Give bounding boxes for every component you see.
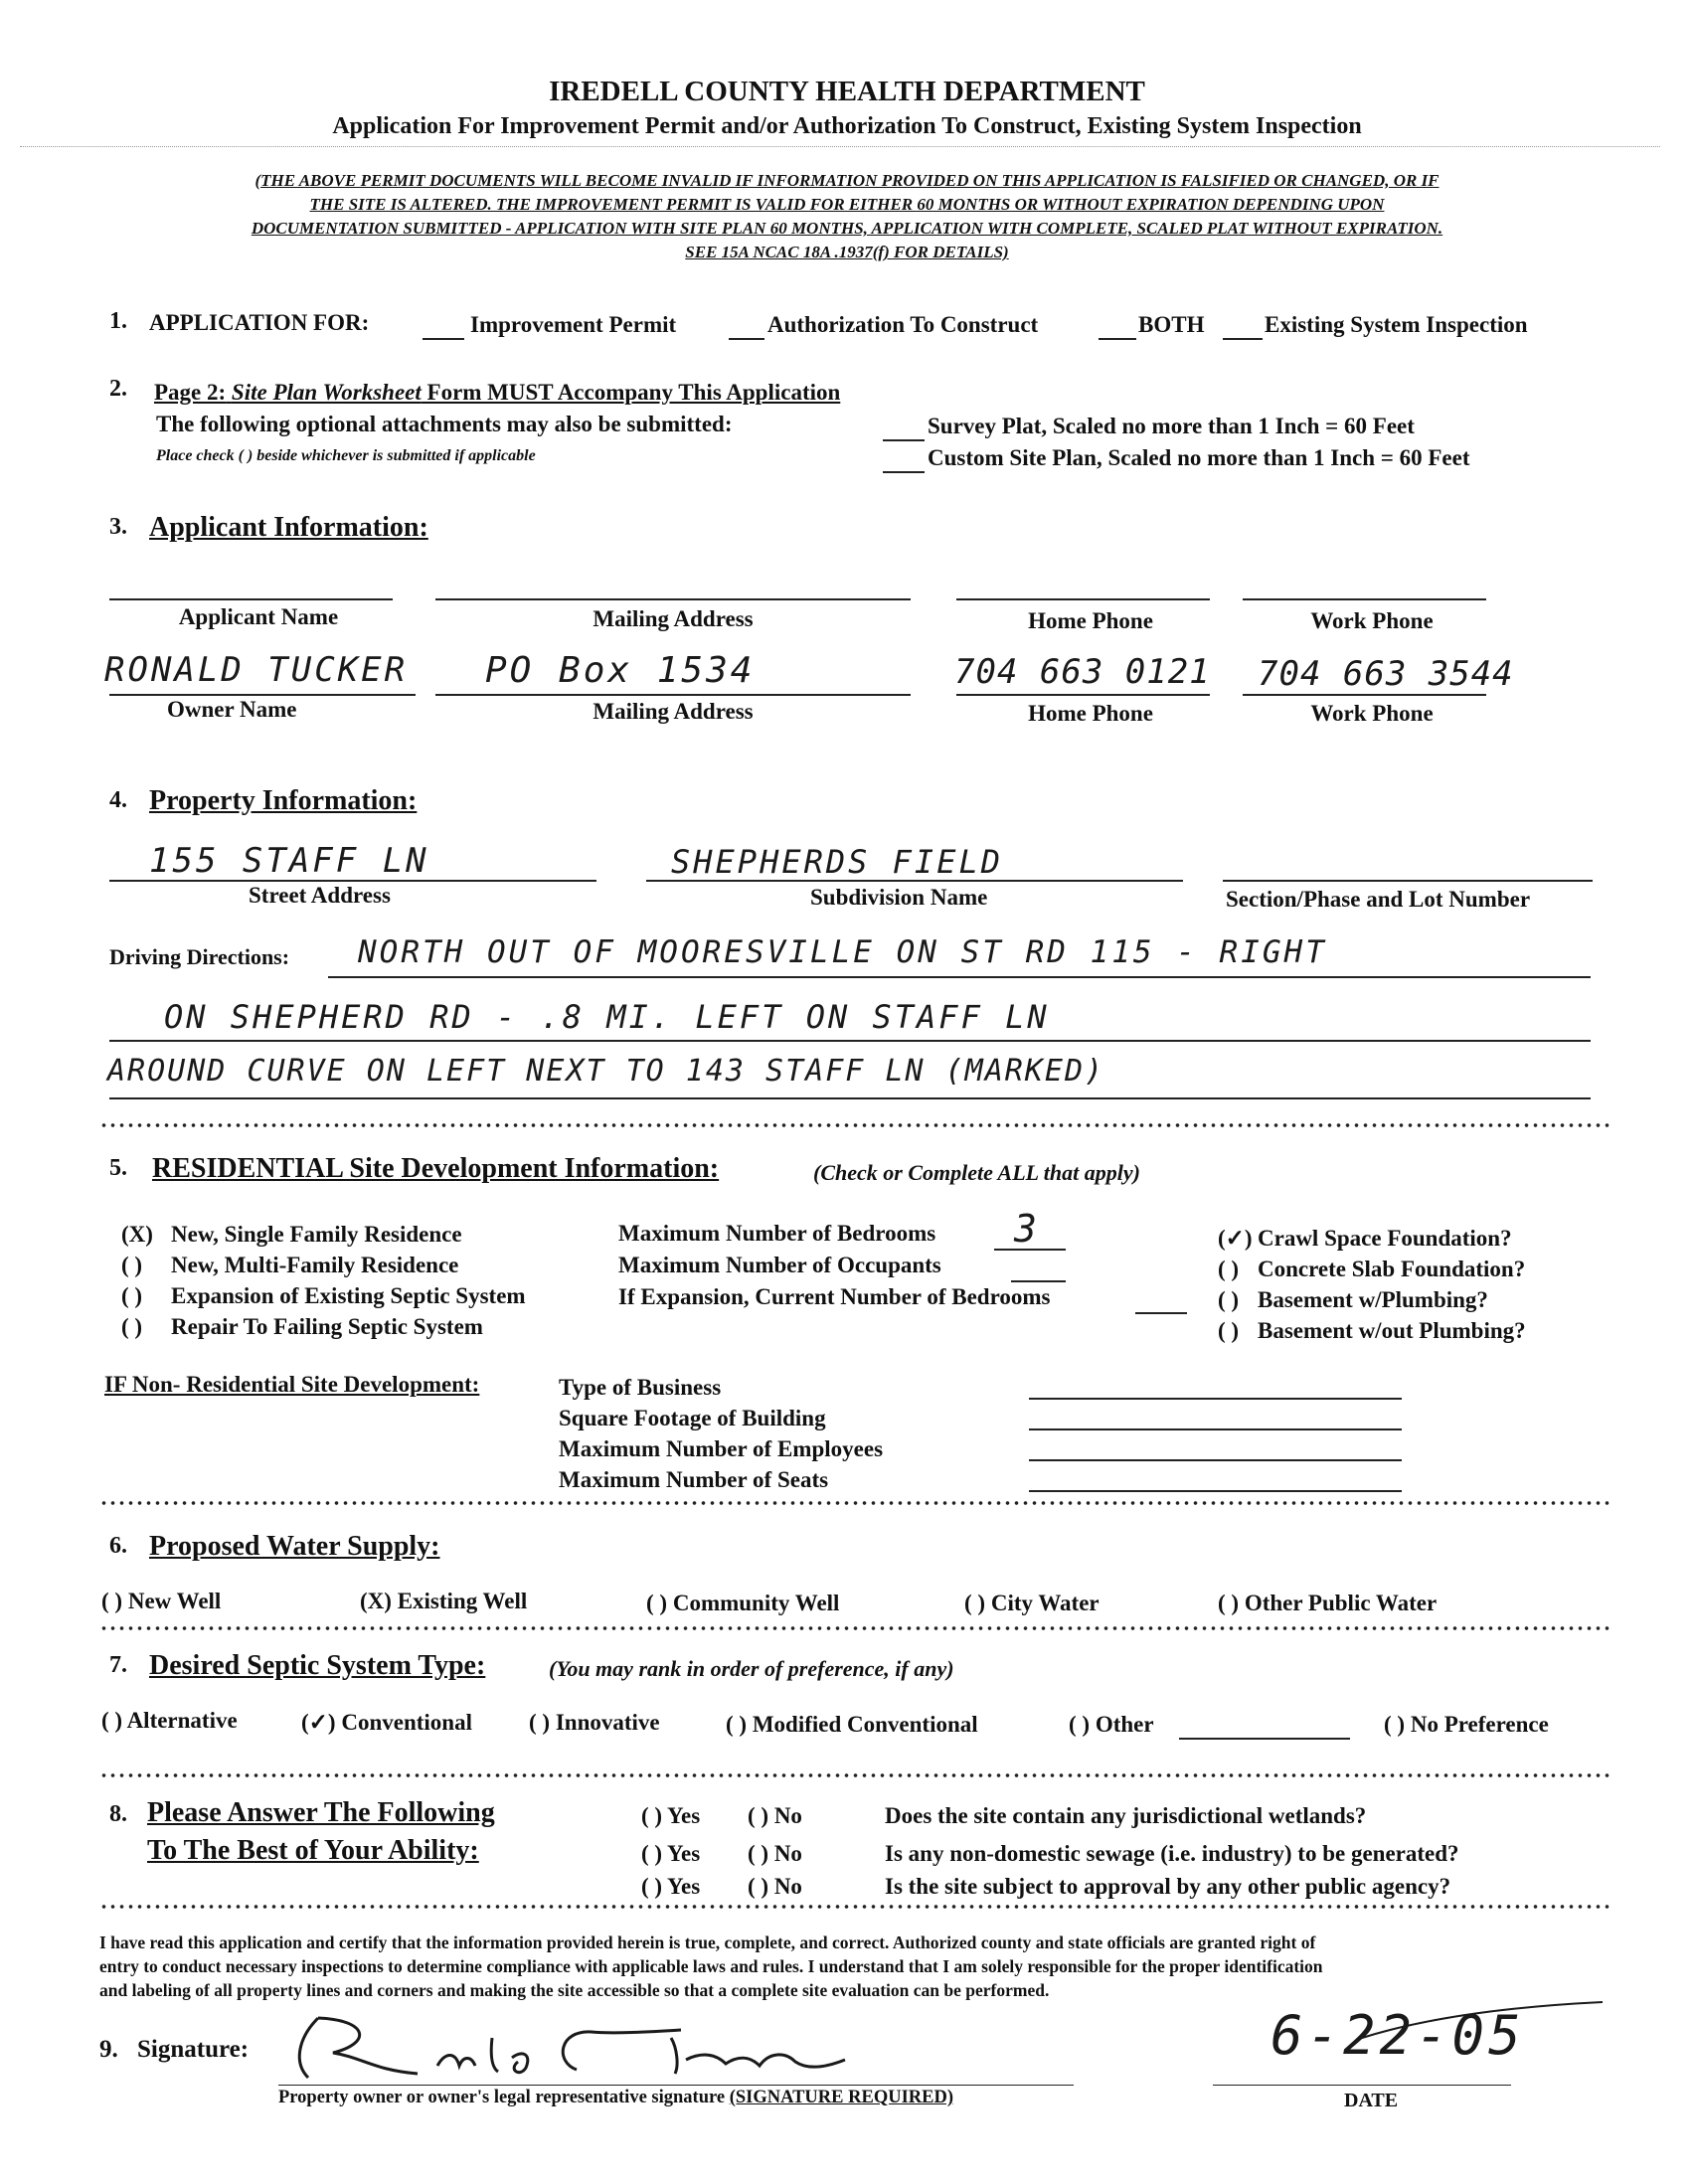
residential-title: RESIDENTIAL Site Development Information:: [152, 1153, 720, 1184]
place-check-note: Place check ( ) beside whichever is submitted if applicable: [156, 447, 536, 464]
home-phone-line[interactable]: [956, 598, 1210, 600]
survey-plat-check[interactable]: [883, 439, 925, 441]
custom-site-plan-check[interactable]: [883, 471, 925, 473]
existing-inspection-check[interactable]: [1223, 338, 1263, 340]
basement-plumbing-option[interactable]: ( ) Basement w/Plumbing?: [1218, 1287, 1488, 1312]
department-title: IREDELL COUNTY HEALTH DEPARTMENT: [549, 76, 1145, 107]
square-footage-label: Square Footage of Building: [559, 1406, 826, 1430]
notice-line-4: SEE 15A NCAC 18A .1937(f) FOR DETAILS): [685, 243, 1009, 261]
directions-line-1[interactable]: NORTH OUT OF MOORESVILLE ON ST RD 115 - RIGHT: [358, 934, 1327, 970]
section-6-number: 6.: [109, 1533, 127, 1559]
directions-line-2[interactable]: ON SHEPHERD RD - .8 MI. LEFT ON STAFF LN: [164, 998, 1050, 1036]
directions-underline-1: [328, 976, 1591, 978]
divider-stars-3: [99, 1624, 1610, 1632]
certification-line-3: and labeling of all property lines and corners and making the site accessible so that a complete site evaluation can be performed.: [99, 1980, 1050, 2000]
signature-line: [278, 2085, 1074, 2086]
new-well-option[interactable]: ( ) New Well: [101, 1589, 222, 1613]
residential-note: (Check or Complete ALL that apply): [813, 1160, 1140, 1185]
max-bedrooms-label: Maximum Number of Bedrooms: [618, 1221, 936, 1246]
max-bedrooms-value[interactable]: 3: [1014, 1207, 1040, 1251]
innovative-option[interactable]: ( ) Innovative: [529, 1710, 660, 1735]
application-for-label: APPLICATION FOR:: [149, 310, 370, 335]
notice-line-3: DOCUMENTATION SUBMITTED - APPLICATION WITH SITE PLAN 60 MONTHS, APPLICATION WITH COMPLETE, SCALED PLAT WITHOUT EXPIRATION.: [251, 219, 1443, 238]
notice-line-2: THE SITE IS ALTERED. THE IMPROVEMENT PERMIT IS VALID FOR EITHER 60 MONTHS OR WITHOUT EXPIRATION DEPENDING UPON: [309, 195, 1385, 214]
water-supply-title: Proposed Water Supply:: [149, 1531, 440, 1562]
q1-no-option[interactable]: ( ) No: [748, 1803, 802, 1828]
section-1-number: 1.: [109, 308, 127, 334]
expansion-bedrooms-line[interactable]: [1135, 1312, 1187, 1314]
improvement-permit-check[interactable]: [423, 338, 464, 340]
new-multi-family-option[interactable]: ( ) New, Multi-Family Residence: [121, 1253, 459, 1277]
directions-line-3[interactable]: AROUND CURVE ON LEFT NEXT TO 143 STAFF LN (MARKED): [107, 1054, 1105, 1089]
subdivision-label: Subdivision Name: [810, 885, 988, 910]
owner-mailing-line: [435, 694, 911, 696]
section-7-number: 7.: [109, 1652, 127, 1678]
concrete-slab-option[interactable]: ( ) Concrete Slab Foundation?: [1218, 1257, 1526, 1281]
work-phone-line[interactable]: [1243, 598, 1486, 600]
owner-mailing-value[interactable]: PO Box 1534: [485, 650, 756, 691]
property-info-title: Property Information:: [149, 785, 418, 816]
expansion-bedrooms-label: If Expansion, Current Number of Bedrooms: [618, 1284, 1051, 1309]
form-subtitle: Application For Improvement Permit and/or Authorization To Construct, Existing System Inspection: [332, 113, 1362, 139]
owner-name-line: [109, 694, 416, 696]
date-line: [1213, 2085, 1511, 2086]
signature-label: Signature:: [137, 2036, 250, 2063]
improvement-permit-label: Improvement Permit: [470, 312, 677, 337]
city-water-option[interactable]: ( ) City Water: [964, 1591, 1100, 1615]
header-divider: [20, 146, 1660, 147]
public-agency-question: Is the site subject to approval by any other public agency?: [885, 1874, 1451, 1899]
section-2-number: 2.: [109, 376, 127, 402]
owner-home-phone-value[interactable]: 704 663 0121: [954, 652, 1211, 692]
modified-conventional-option[interactable]: ( ) Modified Conventional: [726, 1712, 978, 1737]
section-4-number: 4.: [109, 787, 127, 813]
street-address-label: Street Address: [249, 883, 391, 908]
street-address-line: [109, 880, 596, 882]
q2-no-option[interactable]: ( ) No: [748, 1841, 802, 1866]
section-5-number: 5.: [109, 1155, 127, 1181]
type-of-business-label: Type of Business: [559, 1375, 722, 1400]
signature-required-note: (SIGNATURE REQUIRED): [729, 2088, 953, 2107]
septic-type-note: (You may rank in order of preference, if any): [549, 1656, 954, 1681]
owner-home-phone-label: Home Phone: [1028, 701, 1153, 726]
survey-plat-label: Survey Plat, Scaled no more than 1 Inch = 60 Feet: [928, 414, 1415, 438]
home-phone-label: Home Phone: [1028, 608, 1153, 633]
divider-stars-5: [99, 1903, 1610, 1911]
authorization-label: Authorization To Construct: [767, 312, 1039, 337]
max-occupants-line[interactable]: [1011, 1280, 1066, 1282]
signature-date-value[interactable]: 6-22-05: [1270, 2004, 1525, 2067]
directions-underline-2: [109, 1040, 1591, 1042]
divider-stars-4: [99, 1771, 1610, 1779]
section-lot-label: Section/Phase and Lot Number: [1226, 887, 1531, 912]
owner-signature-drawing[interactable]: [278, 2008, 915, 2090]
max-bedrooms-line: [994, 1249, 1066, 1251]
existing-well-option[interactable]: (X) Existing Well: [360, 1589, 528, 1613]
street-address-value[interactable]: 155 STAFF LN: [149, 841, 429, 881]
owner-work-phone-value[interactable]: 704 663 3544: [1258, 654, 1514, 694]
max-employees-line[interactable]: [1029, 1459, 1402, 1461]
mailing-address-line[interactable]: [435, 598, 911, 600]
q1-yes-option[interactable]: ( ) Yes: [641, 1803, 701, 1828]
divider-stars-2: [99, 1499, 1610, 1507]
authorization-check[interactable]: [729, 338, 764, 340]
other-public-water-option[interactable]: ( ) Other Public Water: [1218, 1591, 1438, 1615]
optional-attachments-text: The following optional attachments may also be submitted:: [156, 412, 733, 436]
no-preference-option[interactable]: ( ) No Preference: [1384, 1712, 1549, 1737]
septic-type-title: Desired Septic System Type:: [149, 1650, 486, 1681]
new-single-family-option[interactable]: (X) New, Single Family Residence: [121, 1222, 462, 1247]
max-occupants-label: Maximum Number of Occupants: [618, 1253, 941, 1277]
q2-yes-option[interactable]: ( ) Yes: [641, 1841, 701, 1866]
sewage-question: Is any non-domestic sewage (i.e. industry) to be generated?: [885, 1841, 1459, 1866]
other-septic-line[interactable]: [1179, 1738, 1350, 1740]
section-lot-line[interactable]: [1223, 880, 1593, 882]
subdivision-value[interactable]: SHEPHERDS FIELD: [671, 843, 1003, 881]
max-seats-label: Maximum Number of Seats: [559, 1467, 829, 1492]
max-employees-label: Maximum Number of Employees: [559, 1436, 884, 1461]
alternative-option[interactable]: ( ) Alternative: [101, 1708, 238, 1733]
existing-inspection-label: Existing System Inspection: [1265, 312, 1528, 337]
date-flourish-drawing: [1352, 1998, 1610, 2048]
section-9-number: 9.: [99, 2036, 118, 2063]
owner-mailing-label: Mailing Address: [593, 699, 754, 724]
mailing-address-label: Mailing Address: [593, 606, 754, 631]
owner-work-phone-line: [1243, 694, 1486, 696]
certification-line-2: entry to conduct necessary inspections to determine compliance with applicable laws and rules. I understand that I am solely responsible for the proper identification: [99, 1956, 1323, 1976]
owner-name-value[interactable]: RONALD TUCKER: [104, 650, 409, 690]
both-check[interactable]: [1099, 338, 1136, 340]
custom-site-plan-label: Custom Site Plan, Scaled no more than 1 Inch = 60 Feet: [928, 445, 1470, 470]
date-label: DATE: [1344, 2090, 1399, 2111]
conventional-option[interactable]: (✓) Conventional: [301, 1710, 472, 1735]
subdivision-line: [646, 880, 1183, 882]
community-well-option[interactable]: ( ) Community Well: [646, 1591, 840, 1615]
square-footage-line[interactable]: [1029, 1428, 1402, 1430]
work-phone-label: Work Phone: [1310, 608, 1434, 633]
wetlands-question: Does the site contain any jurisdictional wetlands?: [885, 1803, 1367, 1828]
owner-home-phone-line: [956, 694, 1210, 696]
site-plan-title: Page 2: Site Plan Worksheet Form MUST Accompany This Application: [154, 380, 841, 405]
both-label: BOTH: [1138, 312, 1205, 337]
owner-name-label: Owner Name: [167, 697, 297, 722]
certification-line-1: I have read this application and certify that the information provided herein is true, complete, and correct. Authorized county and state officials are granted right of: [99, 1932, 1316, 1952]
divider-stars-1: [99, 1121, 1610, 1129]
q3-no-option[interactable]: ( ) No: [748, 1874, 802, 1899]
crawl-space-option[interactable]: (✓) Crawl Space Foundation?: [1218, 1226, 1512, 1251]
signature-caption: Property owner or owner's legal representative signature (SIGNATURE REQUIRED): [278, 2088, 953, 2107]
other-septic-option[interactable]: ( ) Other: [1069, 1712, 1154, 1737]
foundation-options: [1218, 1223, 1526, 1346]
answer-following-title: Please Answer The Following: [147, 1797, 495, 1828]
applicant-name-label: Applicant Name: [178, 604, 339, 629]
max-seats-line[interactable]: [1029, 1490, 1402, 1492]
expansion-option[interactable]: ( ) Expansion of Existing Septic System: [121, 1283, 526, 1308]
owner-work-phone-label: Work Phone: [1310, 701, 1434, 726]
repair-option[interactable]: ( ) Repair To Failing Septic System: [121, 1314, 483, 1339]
q3-yes-option[interactable]: ( ) Yes: [641, 1874, 701, 1899]
best-of-ability-title: To The Best of Your Ability:: [147, 1835, 479, 1866]
directions-underline-3: [109, 1097, 1591, 1099]
applicant-name-line[interactable]: [109, 598, 393, 600]
non-residential-items: [559, 1372, 883, 1495]
basement-no-plumbing-option[interactable]: ( ) Basement w/out Plumbing?: [1218, 1318, 1526, 1343]
section-8-number: 8.: [109, 1801, 127, 1827]
notice-line-1: (THE ABOVE PERMIT DOCUMENTS WILL BECOME INVALID IF INFORMATION PROVIDED ON THIS APPLICATION IS FALSIFIED OR CHANGED, OR IF: [254, 171, 1440, 190]
residential-options: [121, 1219, 526, 1342]
section-3-number: 3.: [109, 514, 127, 540]
applicant-info-title: Applicant Information:: [149, 512, 428, 543]
type-of-business-line[interactable]: [1029, 1398, 1402, 1400]
driving-directions-label: Driving Directions:: [109, 944, 290, 969]
non-residential-label: IF Non- Residential Site Development:: [104, 1372, 480, 1397]
